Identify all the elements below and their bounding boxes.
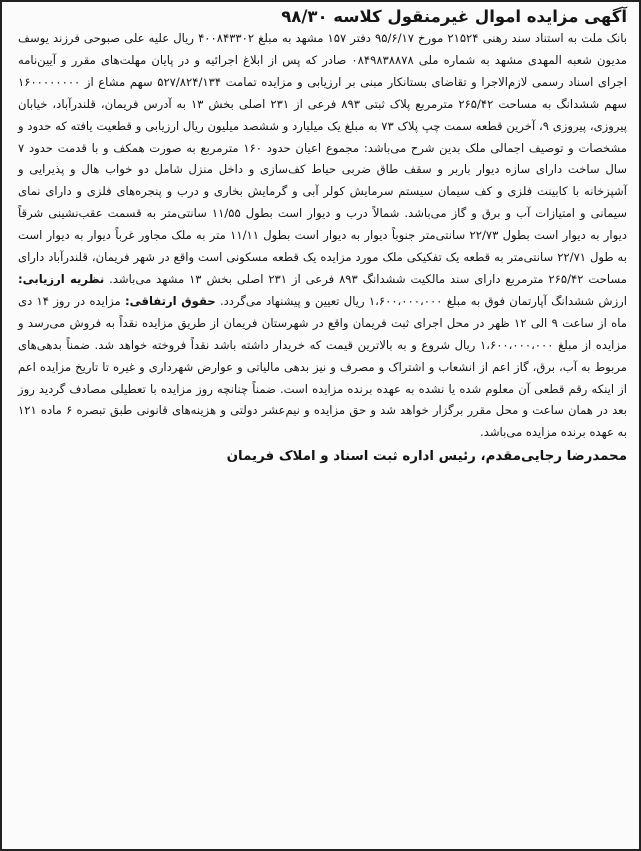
notice-intro: بانک ملت به استناد سند رهنی ۲۱۵۲۴ مورخ ۹۵/۶/۱۷ دفتر ۱۵۷ مشهد به مبلغ ۴۰۰۸۴۳۳۰۲ ریال علیه علی صبوحی فرزند یوسف مدیون شعبه المهدی مشهد به شماره ملی ۰۸۴۹۸۳۸۸۷۸ صادر که پس از ابلاغ اجرائیه و در پایان مهلت‌های مقرر و آیین‌نامه اجرای اسناد رسمی لازم‌الاجرا و تقاضای بستانکار مبنی بر ارزیابی و مزایده تمامت ۵۲۷/۸۲۴/۱۳۴ سهم مشاع از ۱۶۰۰۰۰۰۰۰۰ سهم ششدانگ به مساحت ۲۶۵/۴۲ مترمربع پلاک ثبتی ۸۹۳ فرعی از ۲۳۱ اصلی بخش ۱۳ به آدرس فریمان، قلندرآباد، خیابان پیروزی، پیروزی ۹، آخرین قطعه سمت چپ پلاک ۷۳ به مبلغ یک میلیارد و ششصد میلیون ریال ارزیابی و قطعیت یافته که حدود و مشخصات و توصیف اجمالی ملک بدین شرح می‌باشد: مجموع اعیان حدود ۱۶۰ مترمربع به صورت همکف و با قدمت حدود ۷ سال ساخت دارای سازه دیوار باربر و سقف طاق ضربی حیاط کف‌سازی و داخل منزل شامل دو خواب هال و پذیرایی و آشپزخانه با کابینت فلزی و کف سیمان سیستم سرمایش کولر آبی و گرمایش بخاری و درب و پنجره‌های فلزی و دارای نمای سیمانی و امتیازات آب و برق و گاز می‌باشد. شمالاً درب و دیوار است بطول ۱۱/۵۵ سانتی‌متر به قسمت عقب‌نشینی شرقاً دیوار به دیوار است بطول ۲۲/۷۳ سانتی‌متر جنوباً دیوار به دیوار است بطول ۱۱/۱۱ متر به ملک مجاور غرباً دیوار به دیوار است به طول ۲۲/۷۱ سانتی‌متر به قطعه یک تفکیکی ملک مورد مزایده یک قطعه مسکونی است واقع در شهر فریمان، قلندرآباد دارای مساحت ۲۶۵/۴۲ مترمربع دارای سند مالکیت ششدانگ ۸۹۳ فرعی از ۲۳۱ اصلی بخش ۱۳ مشهد می‌باشد. (18, 31, 628, 286)
appraisal-text: ارزش ششدانگ آپارتمان فوق به مبلغ ۱،۶۰۰،۰۰۰،۰۰۰ ریال تعیین و پیشنهاد می‌گردد. (215, 293, 627, 308)
notice-body (18, 28, 627, 444)
notice-title: آگهی مزایده اموال غیرمنقول کلاسه ۹۸/۳۰ (281, 7, 627, 26)
signature: محمدرضا رجایی‌مقدم، رئیس اداره ثبت اسناد و املاک فریمان (226, 449, 627, 465)
appraisal-label: نظریه ارزیابی: (18, 271, 105, 286)
rights-label: حقوق ارتفاقی: (125, 293, 216, 308)
rights-text: مزایده در روز ۱۴ دی ماه از ساعت ۹ الی ۱۲ ظهر در محل اجرای ثبت فریمان واقع در شهرستان فریمان از طریق مزایده نقداً به فروش می‌رسد و مزایده از مبلغ ۱،۶۰۰،۰۰۰،۰۰۰ ریال شروع و به بالاترین قیمت که خریدار داشته باشد نقداً فروخته خواهد شد. ضمناً بدهی‌های مربوط به آب، برق، گاز اعم از انشعاب و اشتراک و مصرف و نیز بدهی مالیاتی و عوارض شهرداری و غیره تا تاریخ مزایده اعم از اینکه رقم قطعی آن معلوم شده یا نشده به عهده برنده مزایده است. ضمناً چنانچه روز مزایده با تعطیلی مصادف گردید روز بعد در همان ساعت و محل مقرر برگزار خواهد شد و حق مزایده و نیم‌عشر دولتی و هزینه‌های قانونی طبق تبصره ۶ ماده ۱۲۱ به عهده برنده مزایده می‌باشد. (18, 293, 627, 440)
